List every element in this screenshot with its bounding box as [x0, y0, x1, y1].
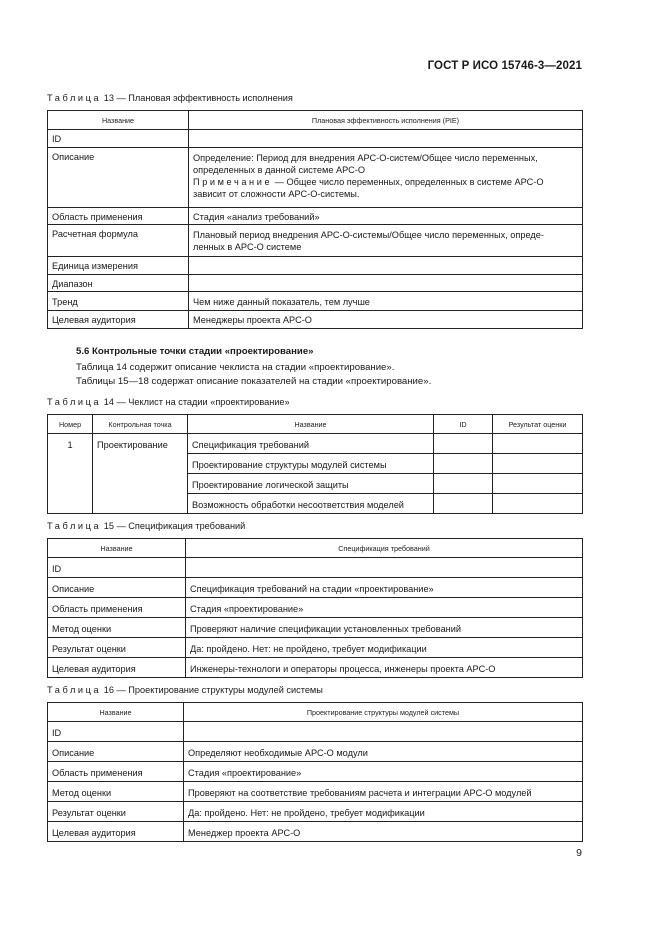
column-header: Название: [48, 111, 189, 130]
row-name: Тренд: [48, 292, 189, 311]
row-value: [186, 558, 583, 578]
table-row: [48, 257, 583, 275]
row-value: Плановый период внедрения АРС-О-системы/Общее число переменных, опреде- ленных в АРС-О системе: [189, 225, 583, 257]
row-name: ID: [48, 130, 189, 148]
table13-caption: Таблица 13 — Плановая эффективность исполнения: [47, 93, 293, 103]
table13: [47, 110, 583, 329]
table-row: [48, 638, 583, 658]
section-title: 5.6 Контрольные точки стадии «проектирование»: [76, 346, 314, 357]
column-header: ID: [434, 415, 493, 434]
row-name: Целевая аудитория: [48, 311, 189, 329]
column-header: Название: [48, 539, 186, 558]
row-value: Проверяют на соответствие требованиям расчета и интеграции АРС-О модулей: [184, 782, 583, 802]
table-row: [48, 147, 583, 207]
row-name: Результат оценки: [48, 802, 184, 822]
row-name: Описание: [48, 147, 189, 207]
row-name: Метод оценки: [48, 782, 184, 802]
row-name: Область применения: [48, 762, 184, 782]
row-value: Определяют необходимые АРС-О модули: [184, 742, 583, 762]
checklist-item: Возможность обработки несоответствия моделей: [188, 494, 434, 514]
row-value: [189, 130, 583, 148]
row-value: Да: пройдено. Нет: не пройдено, требует модификации: [186, 638, 583, 658]
table-row: [48, 225, 583, 257]
id-cell: [434, 494, 493, 514]
column-header: Название: [188, 415, 434, 434]
column-header: Результат оценки: [493, 415, 583, 434]
column-header: Спецификация требований: [186, 539, 583, 558]
row-name: Область применения: [48, 207, 189, 225]
row-name: Метод оценки: [48, 618, 186, 638]
page-number: 9: [576, 847, 582, 859]
column-header: Плановая эффективность исполнения (PIE): [189, 111, 583, 130]
checklist-item: Проектирование логической защиты: [188, 474, 434, 494]
table-row: [48, 311, 583, 329]
column-header: Контрольная точка: [93, 415, 188, 434]
result-cell: [493, 494, 583, 514]
table14-caption: Таблица 14 — Чеклист на стадии «проектирование»: [47, 397, 290, 407]
row-name: Единица измерения: [48, 257, 189, 275]
row-name: Область применения: [48, 598, 186, 618]
result-cell: [493, 434, 583, 454]
row-name: Описание: [48, 578, 186, 598]
table-row: [48, 578, 583, 598]
table-row: [48, 658, 583, 678]
table-row: [48, 802, 583, 822]
id-cell: [434, 434, 493, 454]
row-checkpoint: Проектирование: [93, 434, 188, 514]
table-header-row: [48, 111, 583, 130]
table-header-row: [48, 539, 583, 558]
table-row: [48, 618, 583, 638]
row-value: Менеджер проекта АРС-О: [184, 822, 583, 842]
table-row: [48, 558, 583, 578]
table-row: [48, 292, 583, 311]
table16-caption: Таблица 16 — Проектирование структуры модулей системы: [47, 685, 323, 695]
row-number: 1: [48, 434, 93, 514]
column-header: Проектирование структуры модулей системы: [184, 703, 583, 722]
row-value: Определение: Период для внедрения АРС-О-систем/Общее число переменных, определенных в данной системе АРС-О Примечание — Общее число переменных, определенных в системе АРС-О зависит от сложности АРС-О-системы.: [189, 147, 583, 207]
row-name: ID: [48, 558, 186, 578]
result-cell: [493, 454, 583, 474]
table-row: [48, 822, 583, 842]
row-value: Да: пройдено. Нет: не пройдено, требует модификации: [184, 802, 583, 822]
row-value: [189, 274, 583, 292]
row-name: Целевая аудитория: [48, 822, 184, 842]
document-header: ГОСТ Р ИСО 15746-3—2021: [427, 60, 582, 72]
row-name: Результат оценки: [48, 638, 186, 658]
table16: [47, 702, 583, 842]
row-value: Стадия «анализ требований»: [189, 207, 583, 225]
checklist-item: Проектирование структуры модулей системы: [188, 454, 434, 474]
table-row: [48, 722, 583, 742]
row-value: Проверяют наличие спецификации установленных требований: [186, 618, 583, 638]
table-row: [48, 130, 583, 148]
table-row: [48, 742, 583, 762]
table14: [47, 414, 583, 514]
row-value: Менеджеры проекта АРС-О: [189, 311, 583, 329]
table-row: [48, 782, 583, 802]
row-name: Целевая аудитория: [48, 658, 186, 678]
row-name: Описание: [48, 742, 184, 762]
checklist-item: Спецификация требований: [188, 434, 434, 454]
table-row: [48, 207, 583, 225]
row-value: [189, 257, 583, 275]
table-header-row: [48, 415, 583, 434]
paragraph: Таблица 14 содержит описание чеклиста на стадии «проектирование».: [76, 362, 395, 373]
id-cell: [434, 454, 493, 474]
row-name: Диапазон: [48, 274, 189, 292]
table-header-row: [48, 703, 583, 722]
row-value: Стадия «проектирование»: [184, 762, 583, 782]
table15: [47, 538, 583, 678]
column-header: Номер: [48, 415, 93, 434]
column-header: Название: [48, 703, 184, 722]
row-value: Чем ниже данный показатель, тем лучше: [189, 292, 583, 311]
row-value: Стадия «проектирование»: [186, 598, 583, 618]
row-name: ID: [48, 722, 184, 742]
row-value: Спецификация требований на стадии «проектирование»: [186, 578, 583, 598]
table15-caption: Таблица 15 — Спецификация требований: [47, 521, 246, 531]
row-value: [184, 722, 583, 742]
paragraph: Таблицы 15—18 содержат описание показателей на стадии «проектирование».: [76, 376, 432, 387]
table-row: [48, 274, 583, 292]
table-row: [48, 434, 583, 454]
table-row: [48, 598, 583, 618]
result-cell: [493, 474, 583, 494]
row-name: Расчетная формула: [48, 225, 189, 257]
row-value: Инженеры-технологи и операторы процесса, инженеры проекта АРС-О: [186, 658, 583, 678]
id-cell: [434, 474, 493, 494]
table-row: [48, 762, 583, 782]
